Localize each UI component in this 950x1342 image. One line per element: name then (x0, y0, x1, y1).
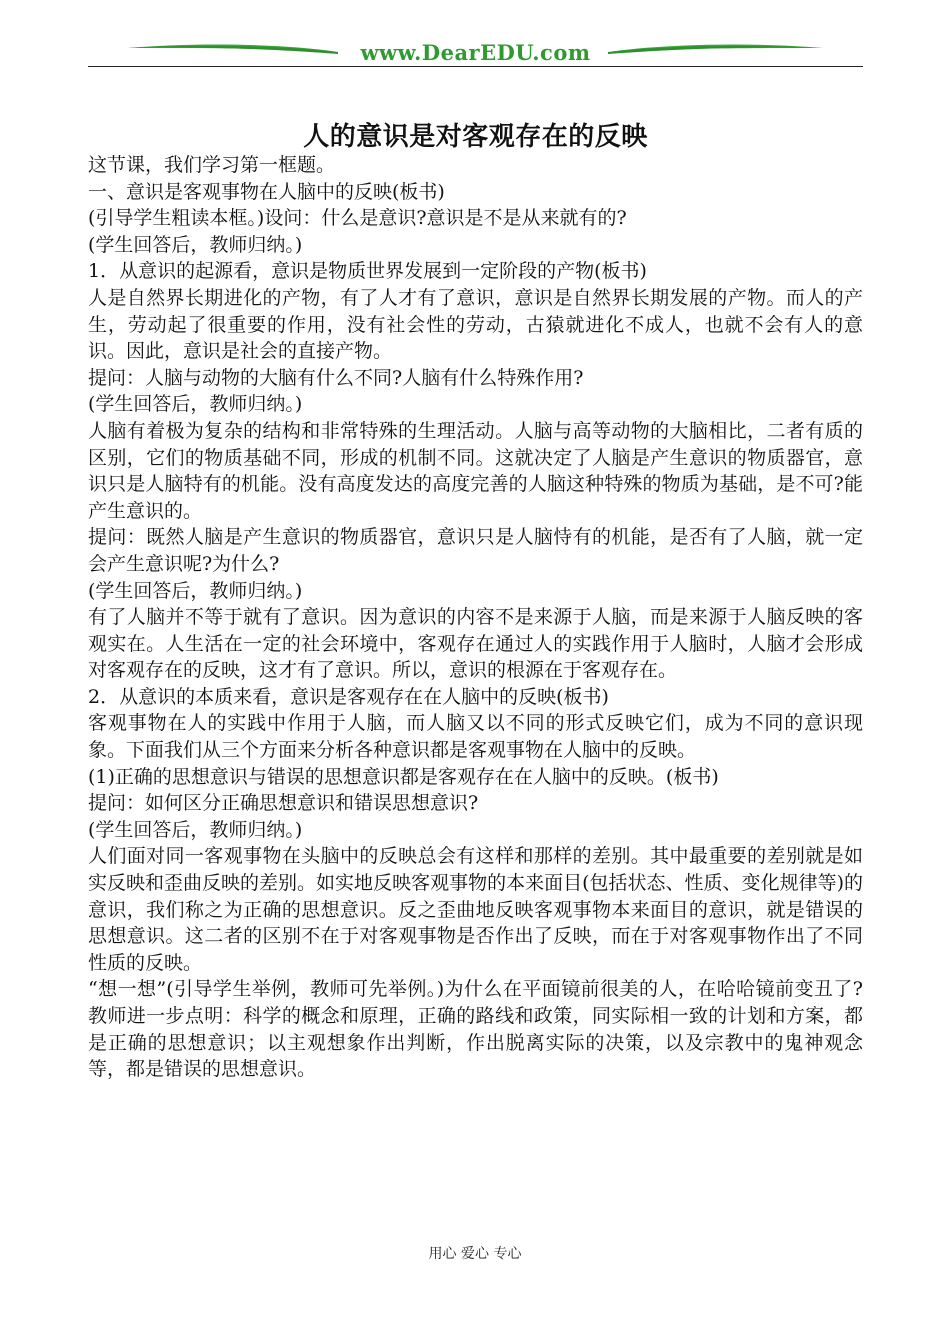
paragraph: (学生回答后，教师归纳。) (88, 818, 303, 841)
paragraph: 人们面对同一客观事物在头脑中的反映总会有这样和那样的差别。其中最重要的差别就是如实反映和歪曲反映的差别。如实地反映客观事物的本来面目(包括状态、性质、变化规律等)的意识，我们称之为正确的思想意识。反之歪曲地反映客观事物本来面目的意识，就是错误的思想意识。这二者的区别不在于对客观事物是否作出了反映，而在于对客观事物作出了不同性质的反映。 (88, 845, 863, 974)
page-footer: 用心 爱心 专心 (428, 1246, 522, 1262)
paragraph: 这节课，我们学习第一框题。 (88, 154, 336, 176)
paragraph: 人脑有着极为复杂的结构和非常特殊的生理活动。人脑与高等动物的大脑相比，二者有质的区别，它们的物质基础不同，形成的机制不同。这就决定了人脑是产生意识的物质器官，意识只是人脑特有的机能。没有高度发达的高度完善的人脑这种特殊的物质为基础，是不可?能产生意识的。 (88, 419, 863, 522)
paragraph: (学生回答后，教师归纳。) (88, 393, 303, 416)
paragraph: 2．从意识的本质来看，意识是客观存在在人脑中的反映(板书) (88, 685, 609, 708)
paragraph: (引导学生粗读本框。)设问：什么是意识?意识是不是从来就有的? (88, 207, 627, 230)
page-title: 人的意识是对客观存在的反映 (303, 122, 648, 152)
paragraph: 提问：如何区分正确思想意识和错误思想意识? (88, 792, 479, 815)
paragraph: 有了人脑并不等于就有了意识。因为意识的内容不是来源于人脑，而是来源于人脑反映的客观实在。人生活在一定的社会环境中，客观存在通过人的实践作用于人脑时，人脑才会形成对客观存在的反映，这才有了意识。所以，意识的根源在于客观存在。 (88, 606, 863, 682)
site-logo-text: www.DearEDU.com (360, 40, 591, 65)
header-divider (88, 66, 863, 67)
paragraph: 客观事物在人的实践中作用于人脑，而人脑又以不同的形式反映它们，成为不同的意识现象。下面我们从三个方面来分析各种意识都是客观事物在人脑中的反映。 (88, 712, 863, 762)
paragraph: 1．从意识的起源看，意识是物质世界发展到一定阶段的产物(板书) (88, 260, 647, 283)
paragraph: (学生回答后，教师归纳。) (88, 233, 303, 256)
paragraph: (1)正确的思想意识与错误的思想意识都是客观存在在人脑中的反映。(板书) (88, 765, 719, 788)
paragraph: 人是自然界长期进化的产物，有了人才有了意识，意识是自然界长期发展的产物。而人的产生，劳动起了很重要的作用，没有社会性的劳动，古猿就进化不成人，也就不会有人的意识。因此，意识是社会的直接产物。 (88, 286, 863, 363)
document-body (88, 152, 863, 1083)
paragraph: “想一想”(引导学生举例，教师可先举例。)为什么在平面镜前很美的人，在哈哈镜前变丑了?教师进一步点明：科学的概念和原理，正确的路线和政策，同实际相一致的计划和方案，都是正确的思想意识；以主观想象作出判断，作出脱离实际的决策，以及宗教中的鬼神观念等，都是错误的思想意识。 (88, 978, 863, 1081)
paragraph: 提问：人脑与动物的大脑有什么不同?人脑有什么特殊作用? (88, 366, 584, 389)
site-header-banner (88, 36, 863, 70)
paragraph: (学生回答后，教师归纳。) (88, 579, 303, 602)
paragraph: 提问：既然人脑是产生意识的物质器官，意识只是人脑恃有的机能，是否有了人脑，就一定会产生意识呢?为什么? (88, 526, 863, 575)
paragraph: 一、意识是客观事物在人脑中的反映(板书) (88, 180, 445, 203)
